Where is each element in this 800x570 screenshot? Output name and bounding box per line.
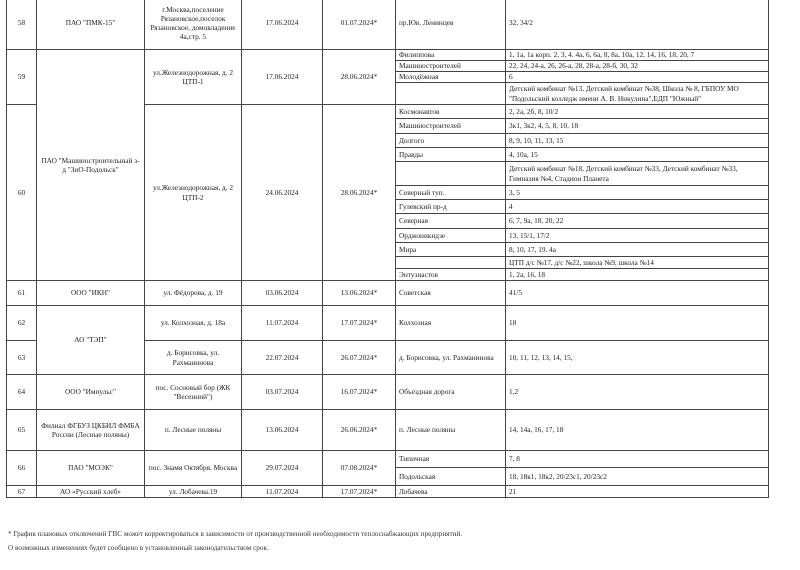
start-date: 17.06.2024 — [242, 50, 323, 105]
footnote-schedule: * График плановых отключений ГВС может корректироваться в зависимости от производственной необходимости теплоснабжающих предприятий. — [8, 530, 463, 538]
footnote-changes: О возможных изменениях будет сообщено в установленный законодательством срок. — [8, 544, 269, 552]
table-row — [7, 410, 769, 451]
houses: Детский комбинат №13, Детский комбинат №38, Школа № 8, ГБПОУ МО "Подольский колледж имени А. В. Никулина",ЕДП "Южный" — [506, 83, 769, 105]
houses: 21 — [506, 486, 769, 498]
houses: ЦТП д/с №17, д/с №22, школа №9, школа №14 — [506, 257, 769, 269]
start-date: 29.07.2024 — [242, 451, 323, 486]
street: пр.Юв. Ленинцев — [396, 0, 506, 50]
houses: 6, 7, 9а, 18, 20, 22 — [506, 214, 769, 229]
street: Подольская — [396, 468, 506, 486]
organization: ООО "Импульс" — [37, 375, 145, 410]
end-date: 28.06.2024* — [323, 105, 396, 281]
street: Долгого — [396, 134, 506, 148]
end-date: 13.06.2024* — [323, 281, 396, 306]
street: Молодёжная — [396, 72, 506, 83]
houses: 18, 18к1, 18к2, 20/23с1, 20/23с2 — [506, 468, 769, 486]
houses: 1, 2а, 16, 18 — [506, 269, 769, 281]
organization: Филиал ФГБУЗ ЦКБИЛ ФМБА России (Лесные поляны) — [37, 410, 145, 451]
street: Энтузиастов — [396, 269, 506, 281]
source-address: г.Москва,поселение Рязановское,поселок Рязановское, домовладение 4а,стр. 5 — [145, 0, 242, 50]
organization: ПАО "Машиностроительный з-д "ЗиО-Подольск" — [37, 50, 145, 281]
table-row — [7, 0, 769, 50]
end-date: 17.07.2024* — [323, 306, 396, 341]
houses: 18 — [506, 306, 769, 341]
houses: 13, 15/1, 17/2 — [506, 229, 769, 243]
houses: 2, 2а, 2б, 8, 10/2 — [506, 105, 769, 119]
houses: 14, 14а, 16, 17, 18 — [506, 410, 769, 451]
houses: 8, 10, 17, 19. 4а — [506, 243, 769, 257]
table-row — [7, 375, 769, 410]
houses: Детский комбинат №18, Детский комбинат №33, Детский комбинат №33, Гимназия №4, Стадион Планета — [506, 162, 769, 186]
houses: 32, 34/2 — [506, 0, 769, 50]
street: Советская — [396, 281, 506, 306]
source-address: ул. Колхозная, д. 18а — [145, 306, 242, 341]
street: Объездная дорога — [396, 375, 506, 410]
row-number: 63 — [7, 341, 37, 375]
row-number: 61 — [7, 281, 37, 306]
organization: ПАО "МОЭК" — [37, 451, 145, 486]
street: Колхозная — [396, 306, 506, 341]
end-date: 17.07.2024* — [323, 486, 396, 498]
end-date: 26.06.2024* — [323, 410, 396, 451]
end-date: 26.07.2024* — [323, 341, 396, 375]
source-address: пос. Знамя Октября, Москва — [145, 451, 242, 486]
street: Космонавтов — [396, 105, 506, 119]
street: Типичная — [396, 451, 506, 468]
start-date: 11.07.2024 — [242, 306, 323, 341]
houses: 1, 1а, 1а корп. 2, 3, 4. 4а, 6, 6а, 8, 8а, 10а, 12, 14, 16, 18, 20, 7 — [506, 50, 769, 61]
street: Мира — [396, 243, 506, 257]
source-address: ул.Железнодорожная, д. 2 ЦТП-1 — [145, 50, 242, 105]
houses: 4, 10а, 15 — [506, 148, 769, 162]
table-row — [7, 451, 769, 468]
start-date: 13.06.2024 — [242, 410, 323, 451]
houses: 8, 9, 10, 11, 13, 15 — [506, 134, 769, 148]
organization: АО "ТЭП" — [37, 306, 145, 375]
street — [396, 257, 506, 269]
street — [396, 83, 506, 105]
source-address: д. Борисовка, ул. Рахманинова — [145, 341, 242, 375]
street: п. Лесные поляны — [396, 410, 506, 451]
row-number: 64 — [7, 375, 37, 410]
source-address: ул. Фёдорова, д. 19 — [145, 281, 242, 306]
street: Лобачева — [396, 486, 506, 498]
end-date: 01.07.2024* — [323, 0, 396, 50]
houses: 3к1, 3к2, 4, 5, 8, 10, 18 — [506, 119, 769, 134]
end-date: 28.06.2024* — [323, 50, 396, 105]
start-date: 17.06.2024 — [242, 0, 323, 50]
row-number: 58 — [7, 0, 37, 50]
street: Гулевский пр-д — [396, 200, 506, 214]
street: Северный туп. — [396, 186, 506, 200]
organization: ООО "ИКН" — [37, 281, 145, 306]
street: д. Борисовка, ул. Рахманинова — [396, 341, 506, 375]
row-number: 66 — [7, 451, 37, 486]
street: Машиностроителей — [396, 119, 506, 134]
houses: 22, 24, 24-а, 26, 26-а, 28, 28-а, 28-б, 30, 32 — [506, 61, 769, 72]
table-row — [7, 50, 769, 61]
houses: 10, 11, 12, 13, 14, 15, — [506, 341, 769, 375]
organization: АО «Русский хлеб» — [37, 486, 145, 498]
street: Северная — [396, 214, 506, 229]
street: Машиностроителей — [396, 61, 506, 72]
start-date: 03.07.2024 — [242, 375, 323, 410]
row-number: 67 — [7, 486, 37, 498]
source-address: ул.Железнодорожная, д. 2 ЦТП-2 — [145, 105, 242, 281]
street — [396, 162, 506, 186]
outage-schedule-table — [6, 0, 769, 498]
source-address: пос. Сосновый бор (ЖК "Весенний") — [145, 375, 242, 410]
street: Орджоникидзе — [396, 229, 506, 243]
row-number: 62 — [7, 306, 37, 341]
organization: ПАО "ПМК-15" — [37, 0, 145, 50]
source-address: ул. Лобачева.19 — [145, 486, 242, 498]
start-date: 03.06.2024 — [242, 281, 323, 306]
start-date: 22.07.2024 — [242, 341, 323, 375]
start-date: 24.06.2024 — [242, 105, 323, 281]
street: Правды — [396, 148, 506, 162]
table-row — [7, 281, 769, 306]
houses: 3, 5 — [506, 186, 769, 200]
street: Филиппова — [396, 50, 506, 61]
row-number: 65 — [7, 410, 37, 451]
table-row — [7, 306, 769, 341]
houses: 4 — [506, 200, 769, 214]
houses: 1,2 — [506, 375, 769, 410]
source-address: п. Лесные поляны — [145, 410, 242, 451]
end-date: 07.08.2024* — [323, 451, 396, 486]
table-row — [7, 486, 769, 498]
houses: 7, 8 — [506, 451, 769, 468]
houses: 41/5 — [506, 281, 769, 306]
end-date: 16.07.2024* — [323, 375, 396, 410]
row-number: 60 — [7, 105, 37, 281]
row-number: 59 — [7, 50, 37, 105]
houses: 6 — [506, 72, 769, 83]
start-date: 11.07.2024 — [242, 486, 323, 498]
